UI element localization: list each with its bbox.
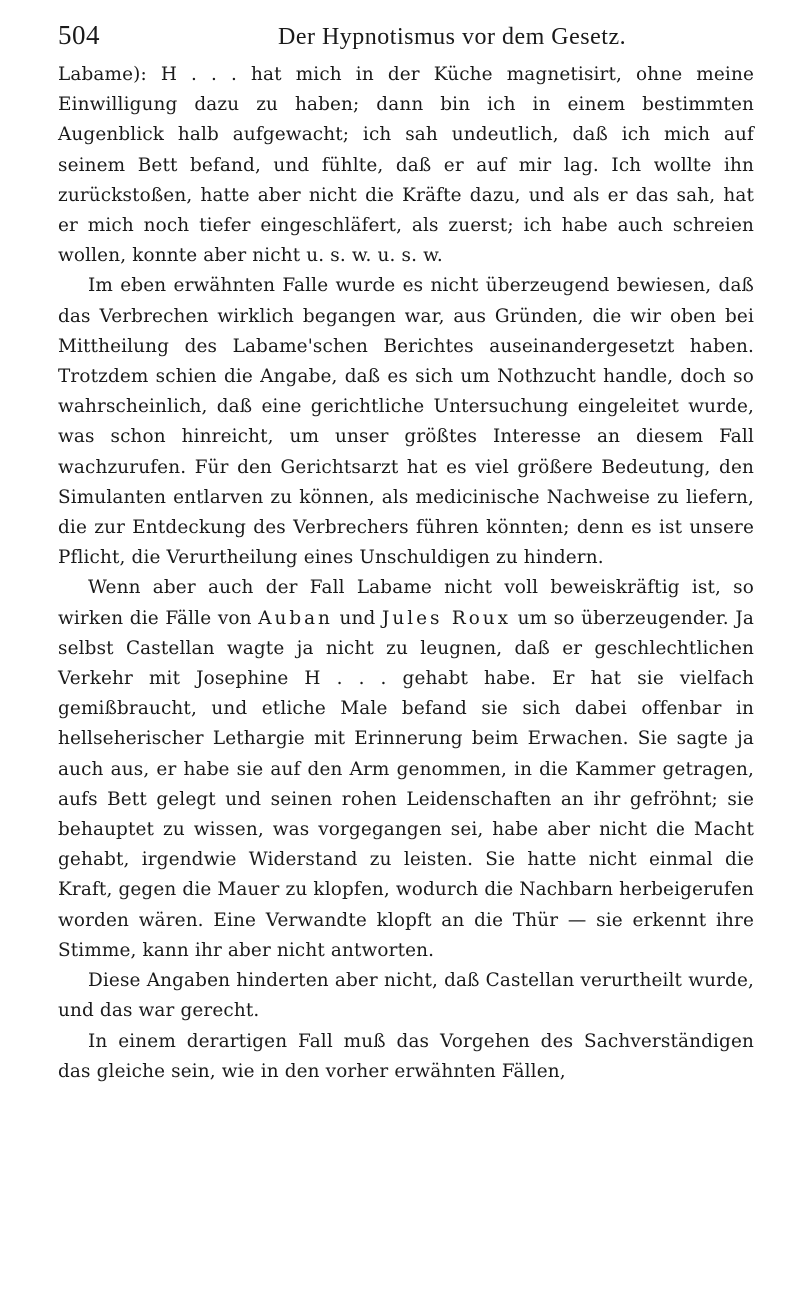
running-head (58, 18, 754, 52)
name-jules-roux: Jules Roux (382, 607, 512, 629)
paragraph-1: Labame): H . . . hat mich in der Küche magnetisirt, ohne meine Einwilligung dazu zu haben; dann bin ich in einem bestimmten Augenblick halb aufgewacht; ich sah undeutlich, daß ich mich auf seinem Bett befand, und fühlte, daß er auf mir lag. Ich wollte ihn zurückstoßen, hatte aber nicht die Kräfte dazu, und als er das sah, hat er mich noch tiefer eingeschläfert, als zuerst; ich habe auch schreien wollen, konnte aber nicht u. s. w. u. s. w. (58, 64, 754, 267)
paragraph-3-text-mid: und (332, 607, 383, 629)
paragraph-4: Diese Angaben hinderten aber nicht, daß Castellan verurtheilt wurde, und das war gerecht. (58, 970, 754, 1022)
body-text (58, 60, 754, 1087)
paragraph-3-text-before: Wenn aber auch der Fall Labame nicht voll beweiskräftig ist, so wirken die Fälle von (58, 577, 754, 629)
paragraph-3-text-after: um so überzeugender. Ja selbst Castellan wagte ja nicht zu leugnen, daß er geschlechtlichen Verkehr mit Josephine H . . . gehabt habe. Er hat sie vielfach gemißbraucht, und etliche Male befand sie sich dabei offenbar in hellseherischer Lethargie mit Erinnerung beim Erwachen. Sie sagte ja auch aus, er habe sie auf den Arm genommen, in die Kammer getragen, aufs Bett gelegt und seinen rohen Leidenschaften an ihr gefröhnt; sie behauptet zu wissen, was vorgegangen sei, habe aber nicht die Macht gehabt, irgendwie Widerstand zu leisten. Sie hatte nicht einmal die Kraft, gegen die Mauer zu klopfen, wodurch die Nachbarn herbeigerufen worden wären. Eine Verwandte klopft an die Thür — sie erkennt ihre Stimme, kann ihr aber nicht antworten. (58, 607, 754, 961)
name-auban: Auban (258, 607, 333, 629)
page-number: 504 (58, 20, 100, 50)
paragraph-2: Im eben erwähnten Falle wurde es nicht überzeugend bewiesen, daß das Verbrechen wirklich begangen war, aus Gründen, die wir oben bei Mittheilung des Labame'schen Berichtes auseinandergesetzt haben. Trotzdem schien die Angabe, daß es sich um Nothzucht handle, doch so wahrscheinlich, daß eine gerichtliche Untersuchung eingeleitet wurde, was schon hinreicht, um unser größtes Interesse an diesem Fall wachzurufen. Für den Gerichtsarzt hat es viel größere Bedeutung, den Simulanten entlarven zu können, als medicinische Nachweise zu liefern, die zur Entdeckung des Verbrechers führen könnten; denn es ist unsere Pflicht, die Verurtheilung eines Unschuldigen zu hindern. (58, 275, 754, 569)
running-title: Der Hypnotismus vor dem Gesetz. (278, 24, 627, 50)
paragraph-3 (58, 573, 754, 966)
paragraph-5: In einem derartigen Fall muß das Vorgehen des Sachverständigen das gleiche sein, wie in den vorher erwähnten Fällen, (58, 1030, 754, 1082)
